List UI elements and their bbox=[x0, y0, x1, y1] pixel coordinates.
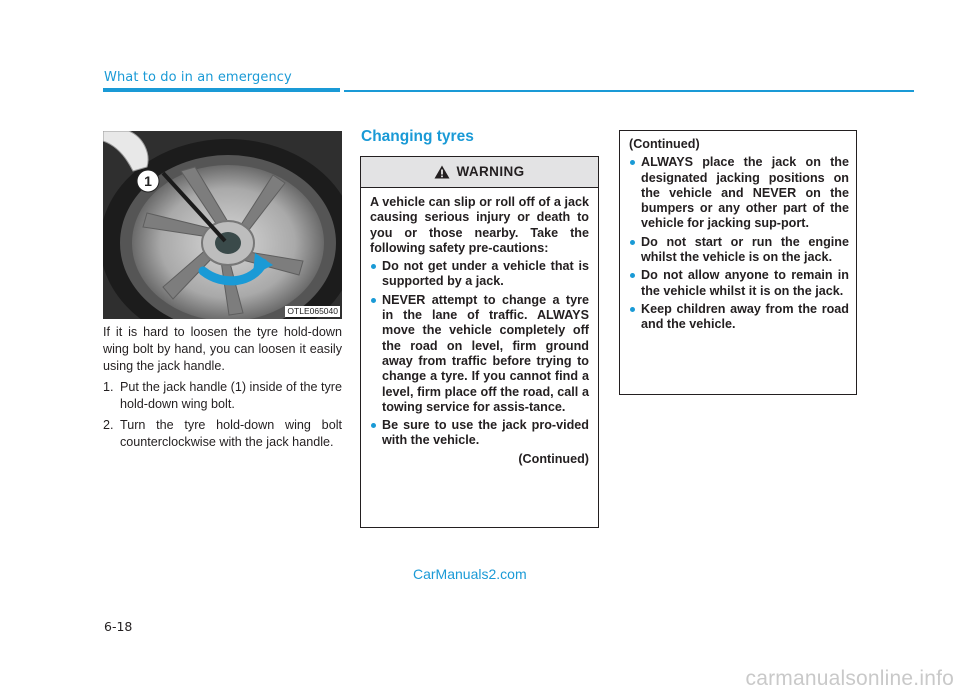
warning-body bbox=[361, 188, 598, 467]
warning-continued: (Continued) bbox=[518, 451, 589, 466]
header-section-title: What to do in an emergency bbox=[104, 70, 292, 85]
continued-box bbox=[619, 130, 857, 395]
continued-item-text: Keep children away from the road and the vehicle. bbox=[641, 301, 849, 332]
continued-item bbox=[629, 235, 849, 266]
continued-item-text: Do not allow anyone to remain in the vehicle whilst it is on the jack. bbox=[641, 268, 849, 298]
warning-title: WARNING bbox=[456, 164, 525, 180]
continued-item-text: ALWAYS place the jack on the designated jacking positions on the vehicle and NEVER on the bumpers or any other part of the vehicle for jacking sup-port. bbox=[641, 155, 849, 231]
step-number: 2. bbox=[103, 418, 114, 432]
warning-item bbox=[370, 418, 589, 449]
continued-item bbox=[629, 268, 849, 299]
header-rule-thin bbox=[344, 90, 914, 92]
bullet-dot bbox=[371, 264, 376, 269]
section-title: Changing tyres bbox=[361, 128, 474, 145]
bullet-dot bbox=[371, 423, 376, 428]
continued-item bbox=[629, 155, 849, 231]
warning-box bbox=[360, 156, 599, 528]
step-item bbox=[103, 379, 342, 413]
spare-tyre-illustration bbox=[103, 131, 342, 319]
bullet-dot bbox=[630, 307, 635, 312]
warning-item-text: NEVER attempt to change a tyre in the lane of traffic. ALWAYS move the vehicle completely off the road on level, firm ground away from traffic before trying to change a tyre. If you cannot find a level, firm place off the road, call a towing service for assis-tance. bbox=[382, 292, 589, 414]
tyre-figure bbox=[103, 131, 342, 319]
continued-item-text: Do not start or run the engine whilst the vehicle is on the jack. bbox=[641, 234, 849, 265]
intro-paragraph: If it is hard to loosen the tyre hold-down wing bolt by hand, you can loosen it easily using the jack handle. bbox=[103, 325, 342, 373]
bullet-dot bbox=[630, 273, 635, 278]
warning-header bbox=[361, 157, 598, 188]
figure-code: OTLE065040 bbox=[287, 306, 338, 316]
step-number: 1. bbox=[103, 380, 114, 394]
step-text: Put the jack handle (1) inside of the tyre hold-down wing bolt. bbox=[120, 380, 342, 411]
step-item bbox=[103, 417, 342, 451]
bullet-dot bbox=[630, 240, 635, 245]
footer-site-watermark: carmanualsonline.info bbox=[745, 667, 954, 690]
steps-list bbox=[103, 379, 342, 451]
continued-body bbox=[620, 131, 856, 333]
page-number: 6-18 bbox=[104, 619, 133, 634]
instructions bbox=[103, 324, 342, 455]
watermark-link[interactable]: CarManuals2.com bbox=[413, 566, 527, 582]
warning-list bbox=[370, 259, 589, 449]
header-rule-thick bbox=[103, 88, 340, 92]
continued-list bbox=[629, 155, 849, 332]
warning-item-text: Be sure to use the jack pro-vided with the vehicle. bbox=[382, 418, 589, 448]
warning-lead: A vehicle can slip or roll off of a jack causing serious injury or death to you or those nearby. Take the following safety pre-cautions: bbox=[370, 195, 589, 255]
step-text: Turn the tyre hold-down wing bolt counterclockwise with the jack handle. bbox=[120, 418, 342, 449]
warning-item bbox=[370, 293, 589, 415]
warning-item-text: Do not get under a vehicle that is supported by a jack. bbox=[382, 259, 589, 289]
figure-callout-1: 1 bbox=[144, 173, 152, 189]
warning-item bbox=[370, 259, 589, 290]
warning-triangle-icon bbox=[434, 165, 450, 179]
continued-lead: (Continued) bbox=[629, 137, 700, 151]
bullet-dot bbox=[630, 160, 635, 165]
continued-item bbox=[629, 302, 849, 333]
bullet-dot bbox=[371, 298, 376, 303]
